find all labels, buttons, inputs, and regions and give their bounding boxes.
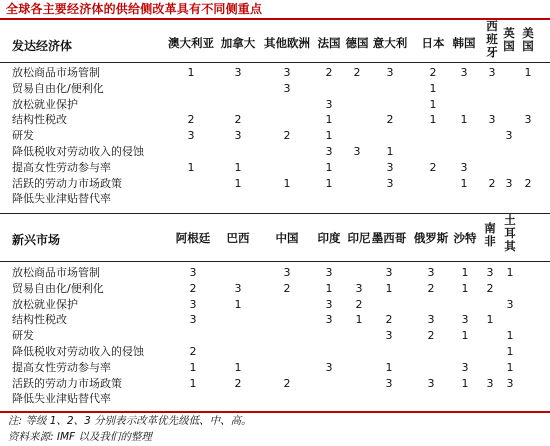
developed-cell: [345, 113, 369, 127]
emerging-row-label: 降低失业津贴替代率: [12, 392, 111, 406]
developed-cell: [378, 82, 402, 96]
emerging-cell: [275, 329, 299, 343]
developed-cell: 3: [325, 145, 333, 158]
emerging-row-label: 研发: [12, 329, 34, 343]
emerging-cell: [498, 392, 522, 406]
emerging-cell: 3: [461, 360, 469, 374]
developed-cell: [421, 192, 445, 206]
emerging-cell: 3: [506, 376, 514, 390]
developed-row-label: 降低失业津贴替代率: [12, 192, 111, 206]
developed-cell: 3: [386, 176, 394, 190]
emerging-cell: [275, 392, 299, 406]
emerging-column-header: 土耳其: [504, 213, 516, 253]
developed-cell: [516, 145, 540, 159]
developed-cell: [275, 98, 299, 112]
emerging-cell: 1: [325, 281, 333, 295]
developed-cell: 2: [325, 66, 333, 79]
developed-cell: 1: [325, 160, 333, 174]
emerging-column-header: 沙特: [453, 231, 477, 245]
emerging-cell: 3: [427, 376, 435, 390]
emerging-cell: 3: [325, 266, 333, 279]
emerging-cell: [226, 392, 250, 406]
emerging-cell: [181, 392, 205, 406]
developed-cell: 2: [283, 129, 291, 143]
emerging-row-label: 提高女性劳动参与率: [12, 360, 111, 374]
emerging-cell: [347, 361, 371, 375]
emerging-cell: 1: [461, 281, 469, 295]
emerging-row-label: 放松商品市场管制: [12, 266, 100, 279]
emerging-cell: [317, 345, 341, 359]
developed-row-label: 放松商品市场管制: [12, 66, 100, 79]
developed-cell: 1: [187, 66, 195, 79]
emerging-cell: [226, 345, 250, 359]
emerging-cell: 1: [234, 297, 242, 311]
developed-row-label: 结构性税改: [12, 113, 67, 127]
developed-cell: 3: [488, 66, 496, 79]
developed-cell: 2: [429, 66, 437, 79]
emerging-cell: [226, 313, 250, 327]
developed-cell: [378, 98, 402, 112]
emerging-row-label: 活跃的劳动力市场政策: [12, 376, 122, 390]
developed-cell: 3: [460, 160, 468, 174]
developed-cell: [421, 177, 445, 191]
emerging-section-label: 新兴市场: [12, 233, 61, 247]
developed-cell: 1: [234, 176, 242, 190]
emerging-cell: 1: [189, 376, 197, 390]
developed-cell: [516, 161, 540, 175]
emerging-cell: 3: [189, 266, 197, 279]
developed-cell: 3: [488, 113, 496, 127]
developed-cell: [516, 192, 540, 206]
developed-cell: 1: [325, 129, 333, 143]
developed-cell: [226, 82, 250, 96]
emerging-cell: 2: [283, 281, 291, 295]
emerging-cell: 3: [325, 297, 333, 311]
emerging-cell: [419, 392, 443, 406]
developed-cell: 1: [325, 113, 333, 127]
developed-cell: [378, 129, 402, 143]
developed-column-header: 日本: [421, 36, 445, 50]
emerging-cell: 3: [325, 313, 333, 327]
developed-cell: [179, 82, 203, 96]
emerging-cell: 2: [283, 376, 291, 390]
developed-cell: 1: [460, 176, 468, 190]
developed-cell: 2: [429, 160, 437, 174]
emerging-column-header: 阿根廷: [175, 231, 211, 245]
developed-cell: 3: [187, 129, 195, 143]
developed-column-header: 西班牙: [486, 19, 498, 59]
emerging-header-rule: [0, 261, 550, 262]
developed-cell: 3: [283, 66, 291, 79]
emerging-column-header: 南非: [484, 221, 496, 248]
developed-cell: [516, 129, 540, 143]
developed-cell: 1: [283, 176, 291, 190]
developed-cell: 1: [325, 176, 333, 190]
developed-cell: 1: [187, 160, 195, 174]
emerging-cell: 1: [461, 376, 469, 390]
section-divider: [0, 213, 550, 214]
page-title: 全球各主要经济体的供给侧改革具有不同侧重点: [6, 2, 263, 16]
emerging-cell: [347, 392, 371, 406]
developed-cell: 1: [429, 97, 437, 111]
developed-row-label: 放松就业保护: [12, 97, 78, 111]
developed-column-header: 韩国: [452, 36, 476, 50]
emerging-cell: [275, 298, 299, 312]
emerging-cell: 3: [385, 376, 393, 390]
emerging-cell: [275, 361, 299, 375]
developed-cell: [275, 113, 299, 127]
emerging-cell: [347, 345, 371, 359]
emerging-cell: [275, 345, 299, 359]
emerging-cell: 2: [427, 281, 435, 295]
developed-column-header: 德国: [345, 36, 369, 50]
bottom-rule: [0, 411, 550, 413]
title-rule: [0, 18, 550, 20]
developed-column-header: 其他欧洲: [264, 36, 310, 50]
emerging-cell: [347, 377, 371, 391]
emerging-cell: 3: [283, 266, 291, 279]
developed-cell: 1: [386, 145, 394, 158]
developed-row-label: 活跃的劳动力市场政策: [12, 176, 122, 190]
developed-cell: 1: [429, 113, 437, 127]
developed-cell: 2: [234, 113, 242, 127]
emerging-cell: 3: [325, 360, 333, 374]
developed-row-label: 研发: [12, 129, 34, 143]
developed-cell: 3: [386, 160, 394, 174]
emerging-column-header: 墨西哥: [371, 231, 407, 245]
developed-column-header: 澳大利亚: [168, 36, 214, 50]
emerging-cell: [347, 329, 371, 343]
emerging-cell: [377, 298, 401, 312]
emerging-cell: 3: [427, 266, 435, 279]
emerging-cell: [419, 298, 443, 312]
developed-cell: 3: [234, 66, 242, 79]
emerging-cell: 1: [461, 266, 469, 279]
emerging-cell: [377, 345, 401, 359]
emerging-cell: [498, 313, 522, 327]
developed-cell: 3: [386, 66, 394, 79]
emerging-cell: [419, 345, 443, 359]
emerging-cell: 1: [461, 329, 469, 343]
developed-cell: 1: [460, 113, 468, 127]
developed-cell: [275, 192, 299, 206]
emerging-cell: [347, 266, 371, 280]
emerging-cell: 1: [234, 360, 242, 374]
developed-cell: [345, 82, 369, 96]
developed-cell: [452, 192, 476, 206]
developed-cell: [345, 98, 369, 112]
developed-cell: [179, 177, 203, 191]
developed-cell: [275, 161, 299, 175]
developed-column-header: 意大利: [372, 36, 408, 50]
developed-cell: [421, 129, 445, 143]
developed-cell: 2: [524, 176, 532, 190]
emerging-cell: 3: [189, 313, 197, 327]
emerging-cell: 2: [189, 345, 197, 358]
emerging-cell: 2: [234, 376, 242, 390]
developed-cell: [516, 98, 540, 112]
emerging-cell: 1: [355, 313, 363, 327]
developed-cell: 1: [524, 66, 532, 79]
developed-cell: [452, 145, 476, 159]
emerging-cell: [453, 345, 477, 359]
emerging-cell: 3: [355, 281, 363, 295]
emerging-cell: 1: [189, 360, 197, 374]
developed-header-rule: [0, 62, 550, 63]
developed-cell: [179, 192, 203, 206]
emerging-cell: 1: [506, 329, 514, 343]
developed-cell: 2: [353, 66, 361, 79]
developed-cell: [345, 161, 369, 175]
emerging-cell: 1: [385, 360, 393, 374]
emerging-cell: [275, 313, 299, 327]
developed-cell: [345, 177, 369, 191]
emerging-cell: 1: [486, 313, 494, 327]
emerging-cell: [317, 392, 341, 406]
footnote-text: 注: 等级 1、2、3 分别表示改革优先级低、中、高。: [8, 415, 252, 427]
developed-column-header: 加拿大: [220, 36, 256, 50]
emerging-cell: [181, 329, 205, 343]
emerging-cell: 2: [385, 313, 393, 327]
developed-cell: 3: [234, 129, 242, 143]
emerging-cell: 3: [486, 376, 494, 390]
emerging-row-label: 结构性税改: [12, 313, 67, 327]
emerging-column-header: 中国: [275, 231, 299, 245]
emerging-cell: 3: [427, 313, 435, 327]
emerging-cell: 2: [427, 329, 435, 343]
emerging-column-header: 俄罗斯: [413, 231, 449, 245]
developed-cell: 3: [505, 176, 513, 190]
developed-cell: [378, 192, 402, 206]
emerging-cell: [226, 266, 250, 280]
developed-column-header: 英国: [503, 26, 515, 53]
developed-cell: [452, 82, 476, 96]
developed-cell: 1: [234, 160, 242, 174]
emerging-cell: [377, 392, 401, 406]
developed-column-header: 美国: [522, 26, 534, 53]
developed-section-label: 发达经济体: [12, 39, 73, 53]
developed-cell: [226, 192, 250, 206]
developed-cell: 3: [524, 113, 532, 127]
emerging-cell: 2: [355, 297, 363, 311]
emerging-cell: 3: [461, 313, 469, 327]
developed-cell: 3: [460, 66, 468, 79]
emerging-column-header: 印度: [317, 231, 341, 245]
developed-cell: 1: [429, 81, 437, 95]
developed-cell: [179, 98, 203, 112]
emerging-cell: 3: [486, 266, 494, 279]
developed-row-label: 提高女性劳动参与率: [12, 160, 111, 174]
developed-cell: [275, 145, 299, 159]
emerging-row-label: 放松就业保护: [12, 297, 78, 311]
developed-row-label: 降低税收对劳动收入的侵蚀: [12, 145, 144, 158]
emerging-cell: [226, 329, 250, 343]
developed-cell: 3: [505, 129, 513, 143]
developed-cell: [452, 129, 476, 143]
emerging-cell: 3: [506, 297, 514, 311]
developed-cell: 2: [187, 113, 195, 127]
developed-cell: [345, 129, 369, 143]
emerging-cell: 3: [189, 297, 197, 311]
emerging-cell: [317, 377, 341, 391]
developed-cell: 3: [283, 81, 291, 95]
emerging-cell: [453, 298, 477, 312]
emerging-row-label: 贸易自由化/便利化: [12, 281, 104, 295]
developed-row-label: 贸易自由化/便利化: [12, 81, 104, 95]
developed-cell: [345, 192, 369, 206]
developed-cell: [179, 145, 203, 159]
developed-cell: [226, 98, 250, 112]
emerging-column-header: 巴西: [226, 231, 250, 245]
developed-cell: [452, 98, 476, 112]
emerging-cell: 2: [189, 281, 197, 295]
developed-cell: [421, 145, 445, 159]
emerging-cell: [453, 392, 477, 406]
developed-cell: [226, 145, 250, 159]
emerging-cell: 3: [234, 281, 242, 295]
emerging-column-header: 印尼: [347, 231, 371, 245]
source-text: 资料来源: IMF 以及我们的整理: [8, 431, 152, 443]
emerging-cell: 2: [486, 281, 494, 295]
emerging-cell: [498, 282, 522, 296]
developed-cell: 3: [325, 97, 333, 111]
developed-cell: [317, 192, 341, 206]
developed-cell: 2: [386, 113, 394, 127]
emerging-cell: 1: [506, 345, 514, 358]
emerging-cell: [317, 329, 341, 343]
emerging-cell: 1: [506, 360, 514, 374]
developed-cell: 3: [353, 145, 361, 158]
developed-cell: [516, 82, 540, 96]
emerging-cell: 1: [506, 266, 514, 279]
emerging-cell: 1: [385, 281, 393, 295]
emerging-row-label: 降低税收对劳动收入的侵蚀: [12, 345, 144, 358]
developed-column-header: 法国: [317, 36, 341, 50]
developed-cell: [317, 82, 341, 96]
emerging-cell: 3: [385, 329, 393, 343]
emerging-cell: [419, 361, 443, 375]
emerging-cell: 3: [385, 266, 393, 279]
developed-cell: 2: [488, 176, 496, 190]
